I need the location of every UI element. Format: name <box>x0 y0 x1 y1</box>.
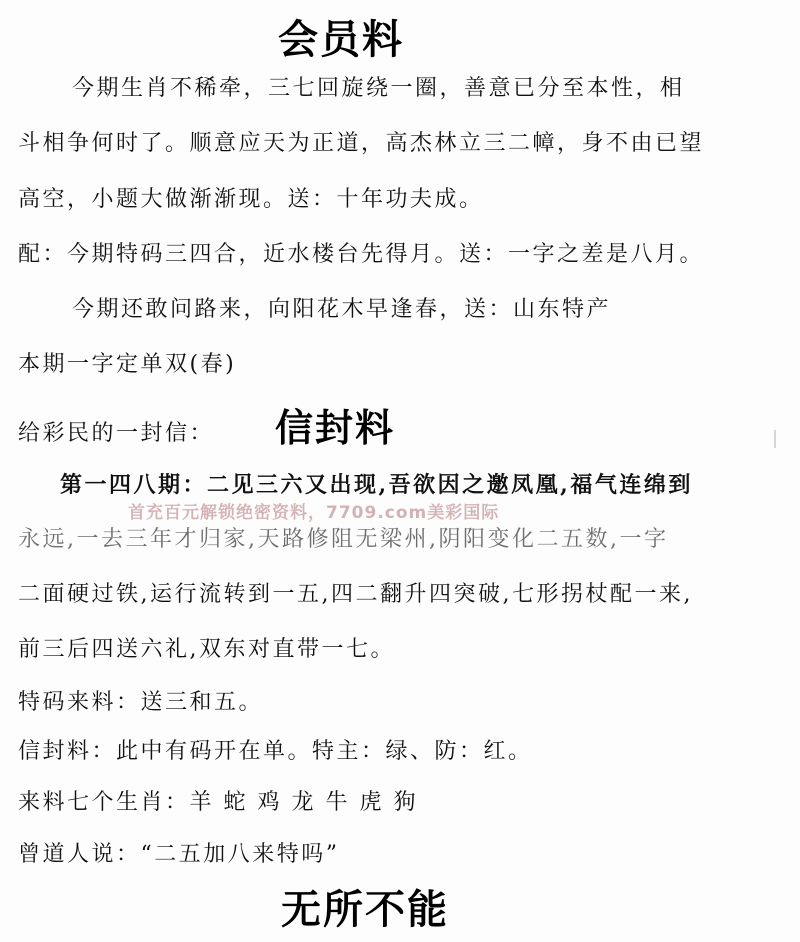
envelope-line-1: 第一四八期：二见三六又出现,吾欲因之邀凤凰,福气连绵到 <box>60 472 693 498</box>
footer-section-title: 无所不能 <box>281 886 449 933</box>
envelope-line-5: 特码来料：送三和五。 <box>18 690 264 715</box>
envelope-line-6: 信封料：此中有码开在单。特主：绿、防：红。 <box>18 739 533 764</box>
member-line-1: 今期生肖不稀牵，三七回旋绕一圈，善意已分至本性，相 <box>72 76 685 101</box>
scan-artifact <box>774 430 776 448</box>
envelope-line-4: 前三后四送六礼,双东对直带一七。 <box>18 637 395 662</box>
envelope-section-title: 信封料 <box>275 405 396 450</box>
member-line-3: 高空，小题大做渐渐现。送：十年功夫成。 <box>18 187 484 212</box>
envelope-line-2: 永远,一去三年才归家,天路修阻无梁州,阴阳变化二五数,一字 <box>18 527 669 552</box>
envelope-line-8: 曾道人说：“二五加八来特吗” <box>18 842 340 867</box>
envelope-intro: 给彩民的一封信： <box>18 421 215 446</box>
member-section-title: 会员料 <box>278 16 404 63</box>
member-line-5: 今期还敢问路来，向阳花木早逢春，送：山东特产 <box>72 297 612 322</box>
watermark-text: 首充百元解锁绝密资料，7709.com美彩国际 <box>128 503 500 523</box>
member-line-2: 斗相争何时了。顺意应天为正道，高杰林立三二幛，身不由已望 <box>18 131 705 156</box>
member-line-6: 本期一字定单双(春) <box>18 352 237 377</box>
envelope-line-3: 二面硬过铁,运行流转到一五,四二翻升四突破,七形拐杖配一来, <box>18 582 693 607</box>
member-line-4: 配：今期特码三四合，近水楼台先得月。送：一字之差是八月。 <box>18 242 705 267</box>
envelope-line-7: 来料七个生肖：羊 蛇 鸡 龙 牛 虎 狗 <box>18 790 418 815</box>
